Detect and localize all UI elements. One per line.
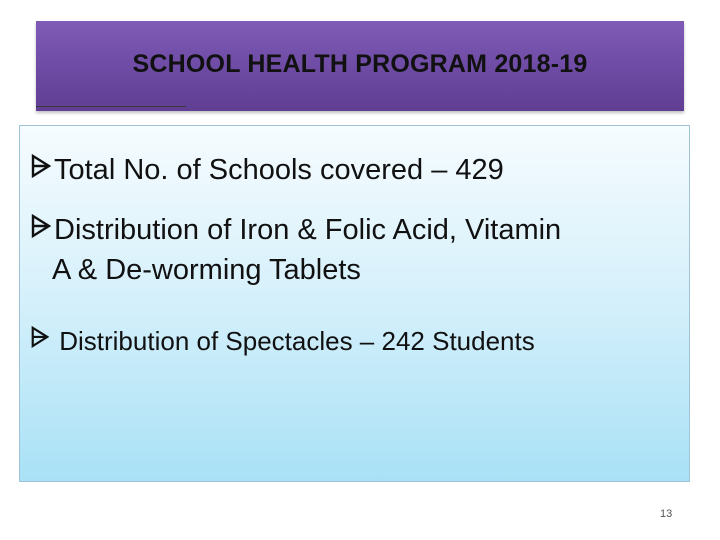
- bullet-spectacles: [30, 322, 535, 360]
- title-underline-divider: [36, 106, 186, 107]
- bullet-text: Distribution of Spectacles – 242 Students: [52, 326, 535, 356]
- bullet-schools-covered: [30, 150, 504, 190]
- slide-title-bar: [36, 21, 684, 111]
- slide-title: SCHOOL HEALTH PROGRAM 2018-19: [132, 49, 588, 78]
- arrow-bullet-icon: [30, 150, 52, 180]
- arrow-bullet-icon: [30, 322, 50, 350]
- bullet-text: Total No. of Schools covered – 429: [54, 154, 504, 186]
- bullet-tablets-distribution: [30, 210, 690, 290]
- bullet-text-line1: Distribution of Iron & Folic Acid, Vitamin: [54, 214, 562, 246]
- bullet-text-line2: A & De-worming Tablets: [52, 254, 361, 286]
- page-number: 13: [660, 508, 673, 520]
